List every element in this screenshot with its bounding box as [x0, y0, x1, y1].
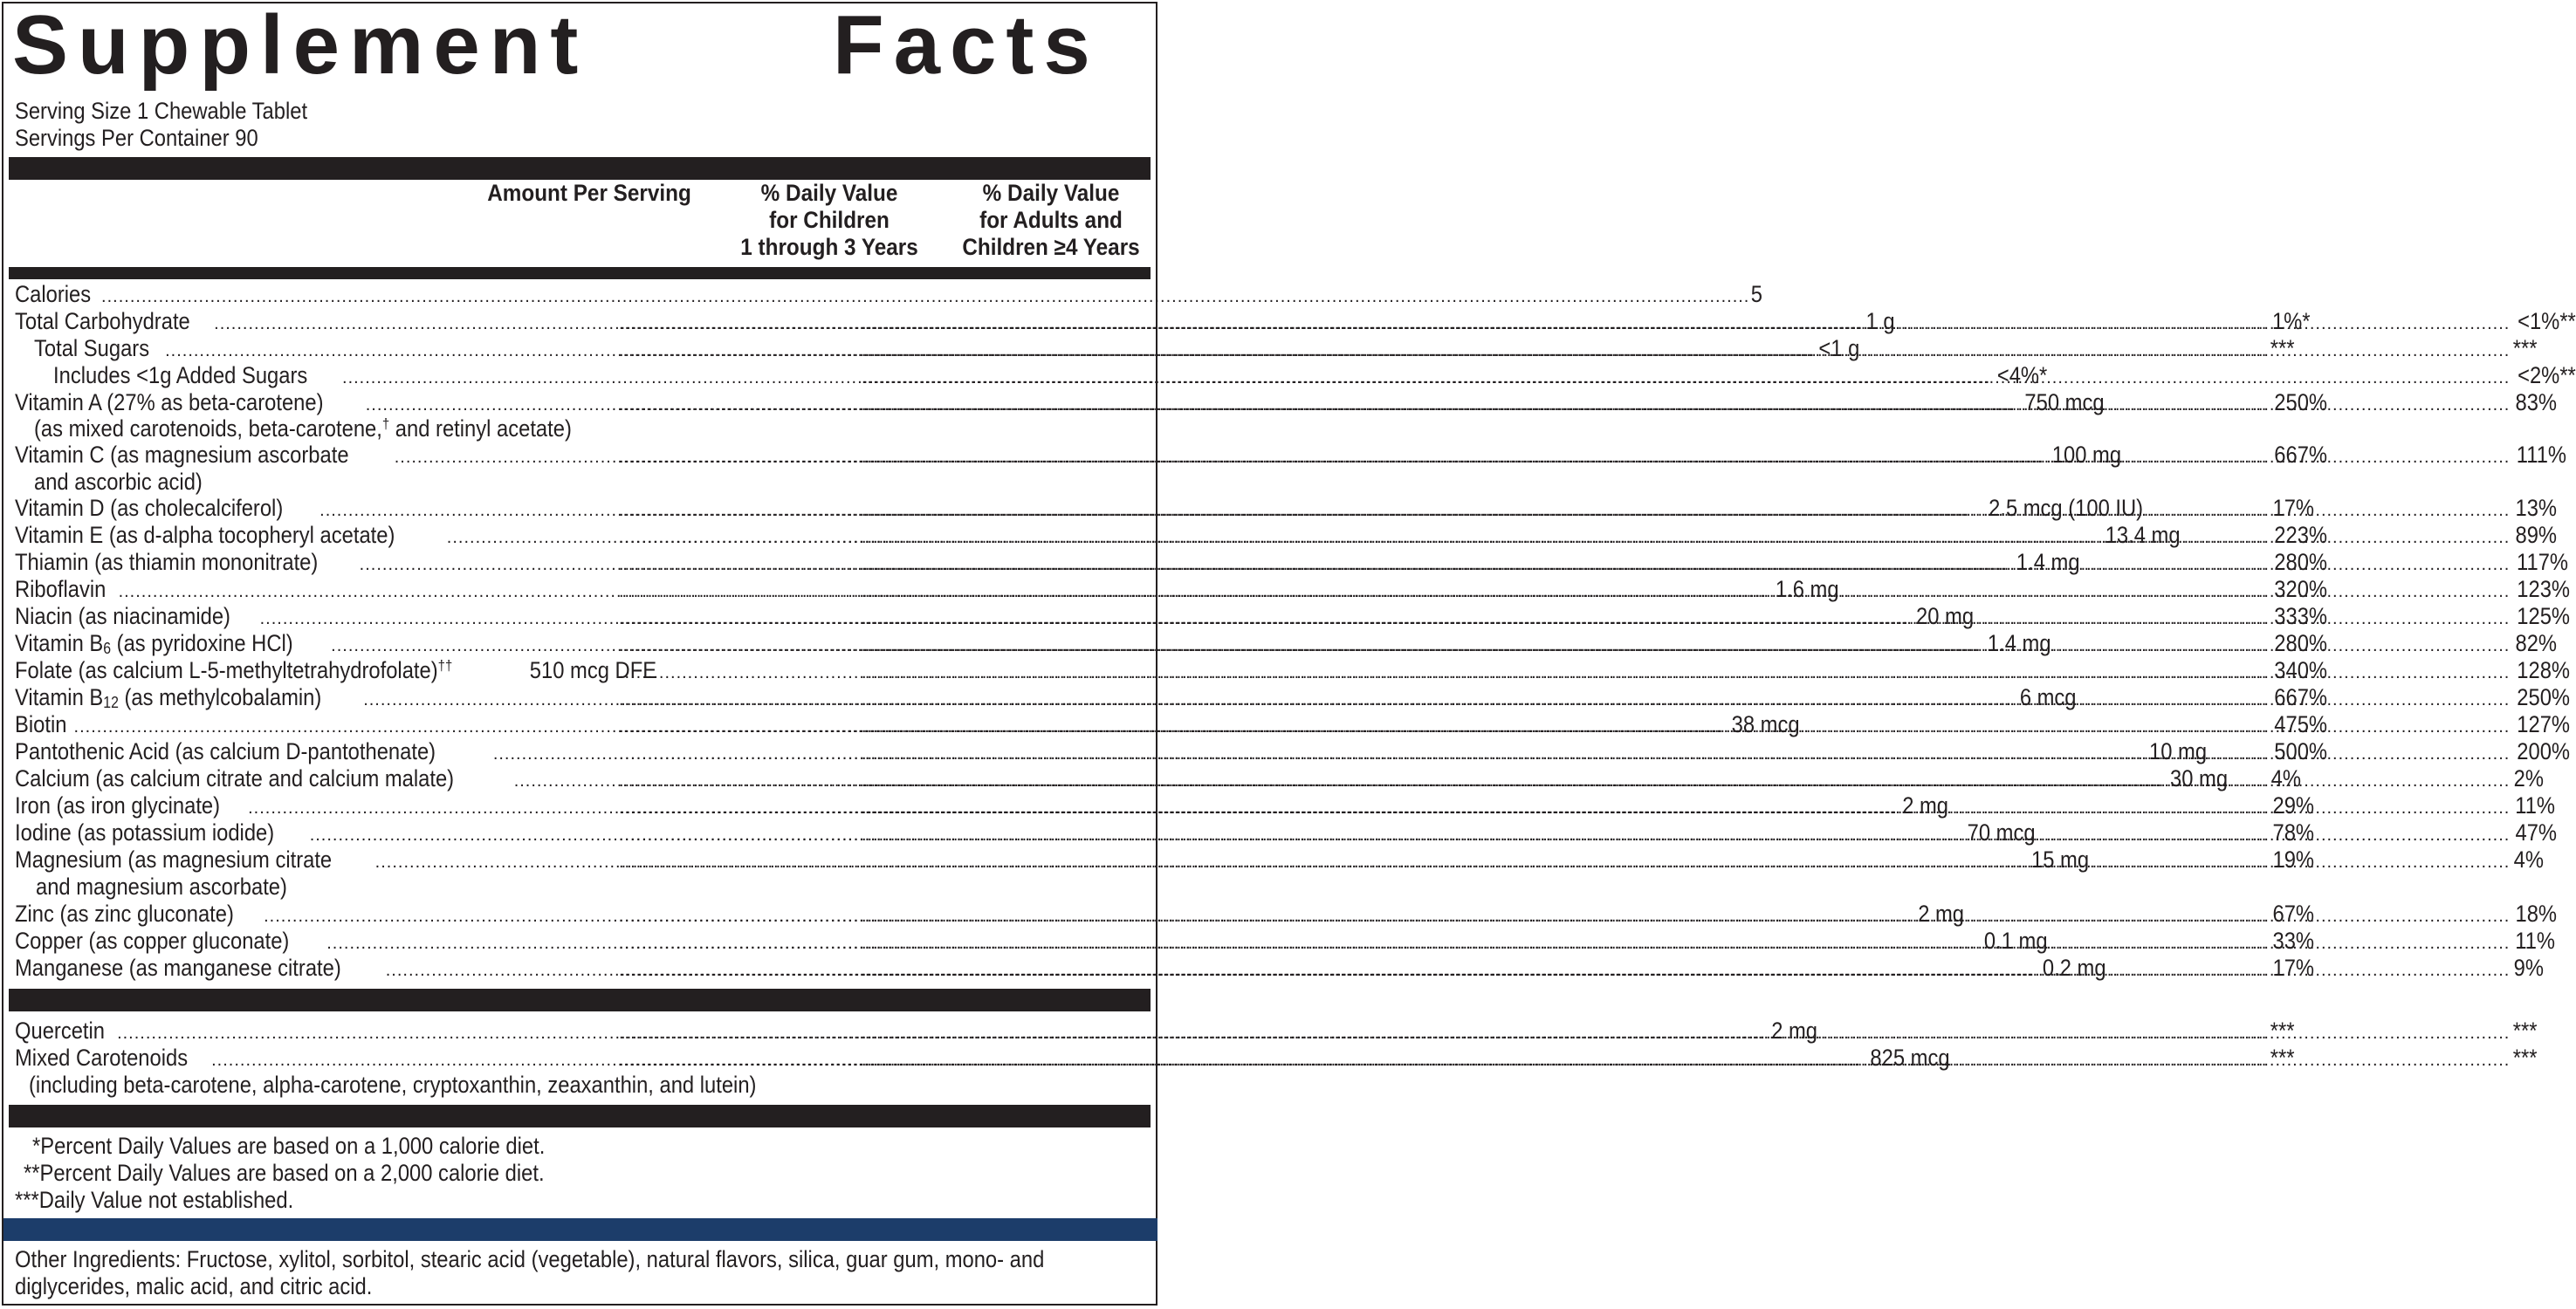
nutrient-label — [15, 657, 452, 684]
servings-per-container: Servings Per Container 90 — [15, 125, 258, 151]
nutrient-row — [15, 819, 2558, 846]
footnote-dv-not-established: ***Daily Value not established. — [15, 1187, 294, 1213]
nutrient-row — [15, 630, 2558, 657]
dv-children: 280% — [2274, 630, 2328, 656]
nutrient-row — [15, 684, 2571, 711]
nutrient-row — [15, 792, 2556, 819]
dv-children: *** — [2270, 1045, 2295, 1071]
dot-leader — [862, 579, 2510, 606]
dv-adults: <1%** — [2518, 308, 2576, 334]
nutrient-row — [15, 901, 2558, 928]
nutrient-amount: 10 mg — [2149, 738, 2208, 764]
dv-children: 29% — [2272, 792, 2315, 819]
dot-leader — [862, 552, 2510, 579]
dot-leader — [862, 338, 2510, 365]
nutrient-amount: 38 mcg — [1731, 711, 1800, 737]
dv-children: 4% — [2270, 765, 2302, 792]
dot-leader — [862, 849, 2510, 876]
dv-children: 19% — [2272, 846, 2315, 873]
dv-children: *** — [2270, 1018, 2295, 1044]
nutrient-row — [15, 308, 2576, 335]
title-word-supplement: Supplement — [12, 0, 588, 92]
nutrient-amount: <1 g — [1818, 335, 1860, 361]
dv-adults: *** — [2513, 1045, 2538, 1071]
nutrient-amount: 0.1 mg — [1983, 928, 2048, 954]
dv-adults: 9% — [2513, 955, 2545, 981]
dot-leader — [862, 524, 2510, 552]
nutrient-amount: 6 mcg — [2019, 684, 2077, 710]
label-text: Vitamin B — [15, 684, 104, 710]
nutrient-row — [15, 603, 2571, 630]
nutrient-continuation: and ascorbic acid) — [34, 469, 203, 495]
nutrient-amount: 15 mg — [2030, 846, 2090, 873]
dv-children: 223% — [2274, 522, 2328, 548]
label-text: (as methylcobalamin) — [118, 684, 322, 710]
nutrient-row — [15, 495, 2558, 522]
dv-children: 475% — [2274, 711, 2328, 737]
dot-leader — [862, 768, 2510, 795]
dv-children: 1%* — [2272, 308, 2311, 334]
header-dv-children-line: % Daily Value — [760, 180, 898, 206]
nutrient-amount: 30 mg — [2170, 765, 2229, 792]
dot-leader — [862, 444, 2510, 471]
dot-leader — [862, 392, 2510, 419]
dot-leader — [862, 660, 2510, 687]
divider-header — [9, 267, 1151, 279]
nutrient-label: Iron (as iron glycinate) — [15, 792, 221, 819]
dv-adults: 82% — [2515, 630, 2558, 656]
nutrient-label: Mixed Carotenoids — [15, 1045, 189, 1071]
nutrient-row — [15, 846, 2545, 874]
nutrient-label: Pantothenic Acid (as calcium D-pantothenate) — [15, 738, 436, 764]
dv-adults: 117% — [2517, 549, 2569, 575]
nutrient-label — [15, 630, 293, 657]
nutrient-amount: 13.4 mg — [2105, 522, 2181, 548]
nutrient-label: Vitamin C (as magnesium ascorbate — [15, 442, 349, 468]
nutrient-amount: 5 — [1751, 281, 1763, 307]
header-amount-per-serving: Amount Per Serving — [487, 180, 691, 206]
dot-leader — [862, 687, 2510, 714]
nutrient-label: Calories — [15, 281, 92, 307]
nutrient-amount: 0.2 mg — [2042, 955, 2106, 981]
nutrient-row — [15, 335, 2538, 362]
dv-children: <4%* — [1997, 362, 2048, 388]
title-word-facts: Facts — [833, 0, 1100, 92]
dv-children: 333% — [2274, 603, 2328, 629]
nutrient-continuation — [34, 415, 572, 442]
dv-children: 500% — [2274, 738, 2328, 764]
dv-children: 280% — [2274, 549, 2328, 575]
nutrient-row — [15, 765, 2545, 792]
other-nutrient-row — [15, 1045, 2538, 1072]
nutrient-row — [15, 389, 2558, 416]
nutrient-label: Magnesium (as magnesium citrate — [15, 846, 333, 873]
dv-adults: 200% — [2517, 738, 2571, 764]
header-dv-adults-line: % Daily Value — [982, 180, 1120, 206]
dot-leader — [862, 822, 2510, 849]
dv-adults: 127% — [2517, 711, 2571, 737]
dot-leader — [862, 903, 2510, 930]
dv-adults: 123% — [2517, 576, 2571, 602]
dot-leader — [862, 606, 2510, 633]
header-dv-children-line: for Children — [769, 207, 890, 233]
nutrient-row-calories — [15, 281, 1763, 308]
continuation-text: and retinyl acetate) — [389, 415, 572, 442]
nutrient-label: Iodine (as potassium iodide) — [15, 819, 275, 846]
label-text: Vitamin B — [15, 630, 104, 656]
nutrient-label: Thiamin (as thiamin mononitrate) — [15, 549, 319, 575]
nutrient-amount: 1.6 mg — [1775, 576, 1839, 602]
nutrient-label: Vitamin E (as d-alpha tocopheryl acetate) — [15, 522, 395, 548]
nutrient-amount: 825 mcg — [1870, 1045, 1950, 1071]
dv-children: 17% — [2272, 955, 2315, 981]
dv-adults: 89% — [2515, 522, 2558, 548]
nutrient-row — [15, 738, 2571, 765]
footnote-1000-calorie: *Percent Daily Values are based on a 1,000 calorie diet. — [32, 1133, 546, 1159]
nutrient-row — [15, 549, 2569, 576]
serving-info — [15, 98, 307, 152]
header-dv-adults-line: Children ≥4 Years — [962, 234, 1140, 260]
dot-leader — [862, 741, 2510, 768]
nutrient-amount: 2 mg — [1918, 901, 1965, 927]
double-dagger-mark: †† — [437, 657, 453, 674]
serving-size: Serving Size 1 Chewable Tablet — [15, 98, 308, 124]
nutrient-amount: 1 g — [1865, 308, 1895, 334]
dot-leader — [862, 930, 2510, 957]
nutrient-label: Total Sugars — [34, 335, 150, 361]
dv-children: 667% — [2274, 684, 2328, 710]
dv-adults: 2% — [2513, 765, 2545, 792]
nutrient-label: Quercetin — [15, 1018, 106, 1044]
dv-adults: *** — [2513, 335, 2538, 361]
dv-children: 320% — [2274, 576, 2328, 602]
dv-adults: 111% — [2517, 442, 2567, 468]
nutrient-amount: 750 mcg — [2024, 389, 2105, 415]
dv-adults: *** — [2513, 1018, 2538, 1044]
nutrient-label: Vitamin A (27% as beta-carotene) — [15, 389, 324, 415]
label-text: (as pyridoxine HCl) — [111, 630, 293, 656]
nutrient-label: Riboflavin — [15, 576, 106, 602]
dot-leader — [101, 284, 1749, 311]
dv-children: 250% — [2274, 389, 2328, 415]
dot-leader — [862, 633, 2510, 660]
dv-adults: 83% — [2515, 389, 2558, 415]
header-dv-adults-line: for Adults and — [979, 207, 1123, 233]
dv-adults: 128% — [2517, 657, 2571, 683]
nutrient-label: Vitamin D (as cholecalciferol) — [15, 495, 284, 521]
subscript: 12 — [103, 694, 119, 711]
nutrient-amount: 1.4 mg — [2016, 549, 2080, 575]
thick-divider-top — [9, 157, 1151, 180]
dv-adults: 11% — [2515, 928, 2556, 954]
header-dv-children-line: 1 through 3 Years — [740, 234, 918, 260]
nutrient-amount: 70 mcg — [1967, 819, 2036, 846]
nutrient-amount: 100 mg — [2051, 442, 2122, 468]
panel-title — [12, 0, 1147, 92]
dot-leader — [862, 714, 2510, 741]
dv-children: 78% — [2272, 819, 2315, 846]
dv-children: 33% — [2272, 928, 2315, 954]
footnote-2000-calorie: **Percent Daily Values are based on a 2,000 calorie diet. — [24, 1160, 545, 1186]
dv-children: 17% — [2272, 495, 2315, 521]
navy-divider — [3, 1218, 1157, 1241]
nutrient-row — [15, 657, 2571, 684]
nutrient-amount: 2 mg — [1902, 792, 1949, 819]
dv-adults: 13% — [2515, 495, 2558, 521]
other-ingredients: Other Ingredients: Fructose, xylitol, sorbitol, stearic acid (vegetable), natural flavors, silica, guar gum, mono- and diglycerides, malic acid, and citric acid. — [15, 1246, 1045, 1299]
nutrient-label: Total Carbohydrate — [15, 308, 190, 334]
nutrient-amount: 1.4 mg — [1988, 630, 2052, 656]
dv-children: 67% — [2272, 901, 2315, 927]
nutrient-amount: 20 mg — [1915, 603, 1974, 629]
nutrient-row — [15, 711, 2571, 738]
other-nutrient-row — [15, 1018, 2538, 1045]
nutrient-amount: 2 mg — [1771, 1018, 1818, 1044]
nutrient-row — [15, 576, 2571, 603]
dv-children: 340% — [2274, 657, 2328, 683]
dot-leader — [862, 1047, 2510, 1074]
nutrient-label — [15, 684, 321, 711]
nutrient-label: Niacin (as niacinamide) — [15, 603, 230, 629]
nutrient-label: Calcium (as calcium citrate and calcium malate) — [15, 765, 455, 792]
nutrient-label: Manganese (as manganese citrate) — [15, 955, 341, 981]
dv-children: 667% — [2274, 442, 2328, 468]
carotenoids-note: (including beta-carotene, alpha-carotene, cryptoxanthin, zeaxanthin, and lutein) — [29, 1072, 757, 1098]
nutrient-label: Includes <1g Added Sugars — [53, 362, 308, 388]
nutrient-continuation: and magnesium ascorbate) — [36, 874, 287, 900]
dot-leader — [862, 311, 2510, 338]
dot-leader — [862, 1020, 2510, 1047]
dv-adults: 18% — [2515, 901, 2558, 927]
dv-adults: 250% — [2517, 684, 2571, 710]
dagger-mark: † — [381, 415, 390, 432]
thick-divider-bottom — [9, 1105, 1151, 1127]
label-text: Folate (as calcium L-5-methyltetrahydrofolate) — [15, 657, 438, 683]
dot-leader — [862, 957, 2510, 984]
header-dv-adults — [953, 180, 1148, 261]
subscript: 6 — [103, 640, 112, 657]
nutrient-amount: 2.5 mcg (100 IU) — [1989, 495, 2144, 521]
nutrient-label: Copper (as copper gluconate) — [15, 928, 290, 954]
nutrient-row — [15, 522, 2558, 549]
nutrient-label: Biotin — [15, 711, 67, 737]
header-dv-children — [727, 180, 931, 261]
dv-children: *** — [2270, 335, 2295, 361]
dot-leader — [862, 497, 2510, 524]
dot-leader — [862, 365, 2510, 392]
nutrient-label: Zinc (as zinc gluconate) — [15, 901, 234, 927]
nutrient-amount: 510 mcg DFE — [529, 657, 656, 683]
thick-divider-middle — [9, 989, 1151, 1011]
dv-adults: 4% — [2513, 846, 2545, 873]
nutrient-row — [15, 362, 2576, 389]
dv-adults: 47% — [2515, 819, 2558, 846]
dot-leader — [862, 795, 2510, 822]
nutrient-row — [15, 442, 2567, 469]
dv-adults: 125% — [2517, 603, 2571, 629]
nutrient-row — [15, 955, 2545, 982]
continuation-text: (as mixed carotenoids, beta-carotene, — [34, 415, 382, 442]
nutrient-row — [15, 928, 2556, 955]
dv-adults: 11% — [2515, 792, 2556, 819]
dv-adults: <2%** — [2518, 362, 2576, 388]
